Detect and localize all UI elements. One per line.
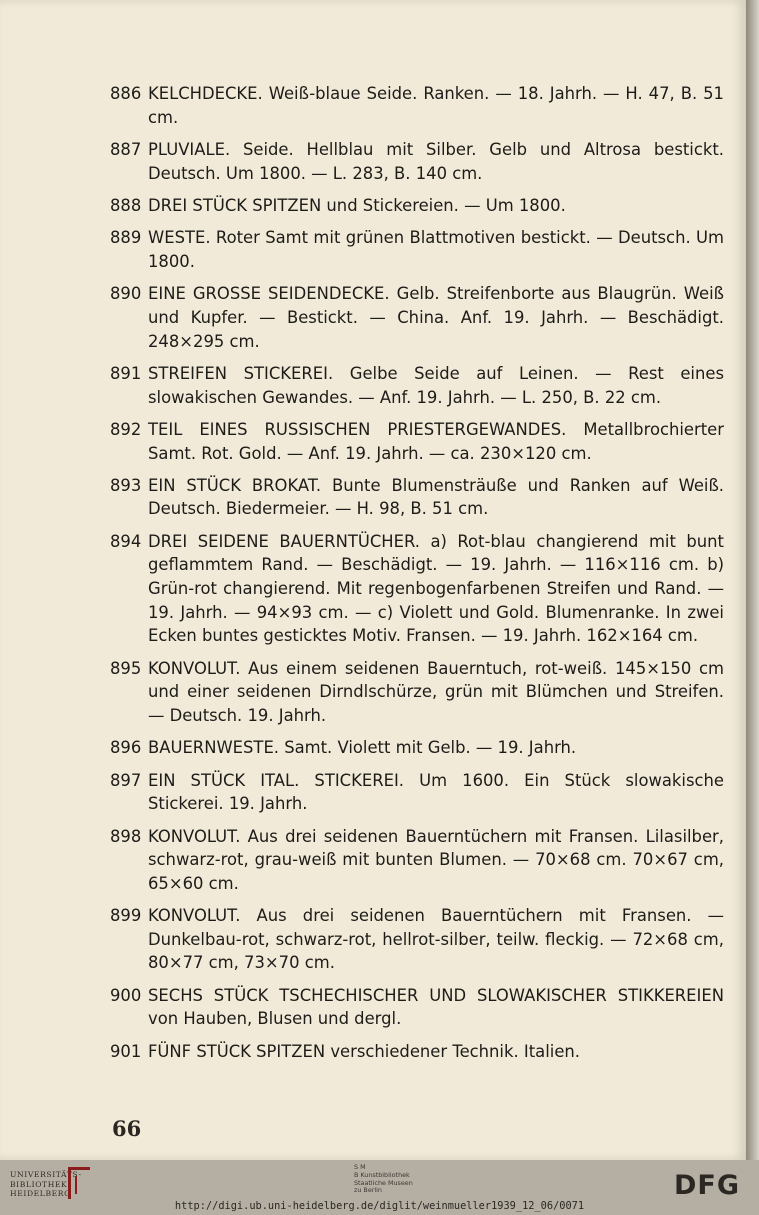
entry-number: 889 bbox=[110, 228, 142, 248]
entry-text: DREI STÜCK SPITZEN und Stickereien. — Um 1800. bbox=[148, 195, 566, 215]
entry-number: 892 bbox=[110, 419, 142, 439]
entry-text: KONVOLUT. Aus drei seidenen Bauerntüchern mit Fransen. — Dunkelbau-rot, schwarz-rot, hellrot-silber, teilw. fleckig. — 72×68 cm, 80×77 cm, 73×70 cm. bbox=[148, 906, 724, 973]
library-stamp bbox=[354, 1164, 413, 1195]
heidelberg-logo-icon bbox=[68, 1167, 90, 1199]
page-number: 66 bbox=[112, 1116, 142, 1141]
catalog-entries bbox=[110, 82, 724, 1072]
entry-number: 901 bbox=[110, 1041, 142, 1061]
entry-number: 895 bbox=[110, 658, 142, 678]
catalog-entry bbox=[110, 657, 724, 728]
entry-number: 891 bbox=[110, 363, 142, 383]
source-url[interactable]: http://digi.ub.uni-heidelberg.de/diglit/weinmueller1939_12_06/0071 bbox=[174, 1200, 585, 1212]
library-line: UNIVERSITÄTS- bbox=[10, 1170, 82, 1179]
entry-number: 887 bbox=[110, 139, 142, 159]
catalog-entry bbox=[110, 138, 724, 185]
entry-text: KONVOLUT. Aus einem seidenen Bauerntuch, rot-weiß. 145×150 cm und einer seidenen Dirndlschürze, grün mit Blümchen und Streifen. — Deutsch. 19. Jahrh. bbox=[148, 658, 724, 725]
stamp-line: S M bbox=[354, 1163, 366, 1171]
entry-number: 896 bbox=[110, 738, 142, 758]
catalog-entry bbox=[110, 418, 724, 465]
entry-text: EIN STÜCK ITAL. STICKEREI. Um 1600. Ein Stück slowakische Stickerei. 19. Jahrh. bbox=[148, 770, 724, 814]
viewer-footer bbox=[0, 1160, 759, 1215]
entry-text: TEIL EINES RUSSISCHEN PRIESTERGEWANDES. Metallbrochierter Samt. Rot. Gold. — Anf. 19. Jahrh. — ca. 230×120 cm. bbox=[148, 419, 724, 463]
entry-text: WESTE. Roter Samt mit grünen Blattmotiven bestickt. — Deutsch. Um 1800. bbox=[148, 228, 724, 271]
catalog-entry bbox=[110, 282, 724, 353]
entry-text: KELCHDECKE. Weiß-blaue Seide. Ranken. — 18. Jahrh. — H. 47, B. 51 cm. bbox=[148, 84, 724, 127]
entry-number: 897 bbox=[110, 770, 142, 790]
entry-text: BAUERNWESTE. Samt. Violett mit Gelb. — 19. Jahrh. bbox=[148, 738, 577, 758]
entry-number: 890 bbox=[110, 284, 142, 304]
catalog-entry bbox=[110, 984, 724, 1031]
stamp-line: zu Berlin bbox=[354, 1186, 382, 1195]
stamp-line: Staatliche Museen bbox=[354, 1178, 413, 1187]
catalog-entry bbox=[110, 474, 724, 521]
catalog-entry bbox=[110, 736, 724, 760]
entry-number: 894 bbox=[110, 531, 142, 551]
catalog-entry bbox=[110, 825, 724, 896]
entry-number: 893 bbox=[110, 475, 142, 495]
catalog-entry bbox=[110, 530, 724, 648]
catalog-entry bbox=[110, 194, 724, 218]
catalog-entry bbox=[110, 769, 724, 816]
stamp-line: B Kunstbibliothek bbox=[354, 1170, 410, 1179]
catalog-entry bbox=[110, 904, 724, 975]
entry-number: 899 bbox=[110, 906, 142, 926]
catalog-entry bbox=[110, 1040, 724, 1064]
entry-text: EINE GROSSE SEIDENDECKE. Gelb. Streifenborte aus Blaugrün. Weiß und Kupfer. — Bestickt. — China. Anf. 19. Jahrh. — Beschädigt. 248×295 cm. bbox=[148, 284, 724, 351]
page-edge bbox=[746, 0, 759, 1160]
entry-text: STREIFEN STICKEREI. Gelbe Seide auf Leinen. — Rest eines slowakischen Gewandes. — Anf. 19. Jahrh. — L. 250, B. 22 cm. bbox=[148, 363, 724, 407]
entry-text: DREI SEIDENE BAUERNTÜCHER. a) Rot-blau changierend mit bunt geflammtem Rand. — Beschädigt. — 19. Jahrh. — 116×116 cm. b) Grün-rot changierend. Mit regenbogenfarbenen Streifen und Rand. — 19. Jahrh. — 94×93 cm. — c) Violett und Gold. Blumenranke. In zwei Ecken buntes gesticktes Motiv. Fransen. — 19. Jahrh. 162×164 cm. bbox=[148, 531, 724, 646]
entry-text: SECHS STÜCK TSCHECHISCHER UND SLOWAKISCHER STIKKEREIEN von Hauben, Blusen und dergl. bbox=[148, 985, 724, 1029]
dfg-logo: DFG bbox=[674, 1170, 741, 1201]
library-line: HEIDELBERG bbox=[10, 1189, 71, 1199]
library-line: BIBLIOTHEK bbox=[10, 1179, 68, 1189]
catalog-entry bbox=[110, 362, 724, 409]
entry-number: 888 bbox=[110, 195, 142, 215]
catalog-entry bbox=[110, 82, 724, 129]
catalog-entry bbox=[110, 226, 724, 273]
entry-text: FÜNF STÜCK SPITZEN verschiedener Technik. Italien. bbox=[148, 1041, 580, 1061]
entry-text: PLUVIALE. Seide. Hellblau mit Silber. Gelb und Altrosa bestickt. Deutsch. Um 1800. — L. 283, B. 140 cm. bbox=[148, 139, 724, 183]
entry-text: KONVOLUT. Aus drei seidenen Bauerntüchern mit Fransen. Lilasilber, schwarz-rot, grau-weiß mit bunten Blumen. — 70×68 cm. 70×67 cm, 65×60 cm. bbox=[148, 826, 724, 893]
entry-number: 898 bbox=[110, 826, 142, 846]
entry-number: 900 bbox=[110, 985, 142, 1005]
entry-text: EIN STÜCK BROKAT. Bunte Blumensträuße und Ranken auf Weiß. Deutsch. Biedermeier. — H. 98, B. 51 cm. bbox=[148, 475, 724, 519]
entry-number: 886 bbox=[110, 84, 142, 103]
